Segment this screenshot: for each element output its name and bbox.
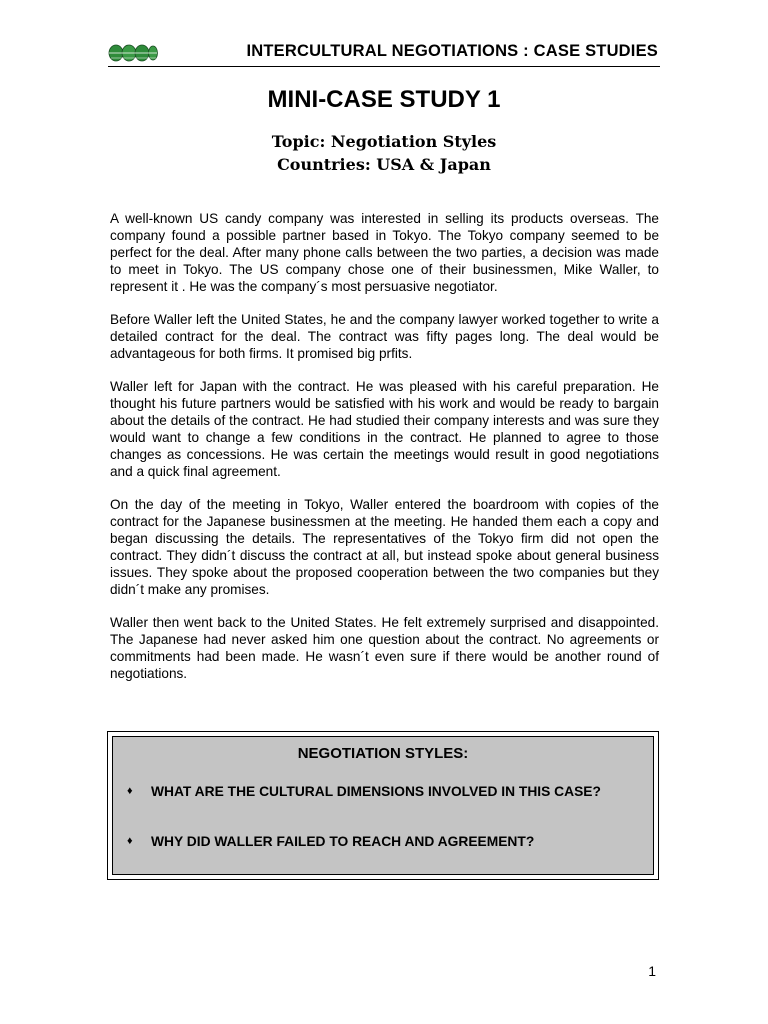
paragraph: Waller left for Japan with the contract. He was pleased with his careful preparation. He thought his future partners would be satisfied with his work and would be ready to bargain about the details of the contract. He had studied their company interests and was sure they would want to change a few conditions in the contract. He planned to agree to those changes as concessions. He was certain the meetings would result in good negotiations and a quick final agreement.: [110, 379, 659, 479]
case-body: [110, 210, 659, 698]
page-number: 1: [648, 963, 656, 979]
header-title: INTERCULTURAL NEGOTIATIONS : CASE STUDIES: [246, 42, 658, 60]
paragraph: A well-known US candy company was interested in selling its products overseas. The company found a possible partner based in Tokyo. The Tokyo company seemed to be perfect for the deal. After many phone calls between the two parties, a decision was made to meet in Tokyo. The US company chose one of their businessmen, Mike Waller, to represent it . He was the company´s most persuasive negotiator.: [110, 211, 659, 294]
questions-box-title: NEGOTIATION STYLES:: [297, 745, 469, 762]
countries-line: Countries: USA & Japan: [277, 155, 491, 174]
topic-line: Topic: Negotiation Styles: [271, 132, 497, 151]
question-text: WHY DID WALLER FAILED TO REACH AND AGREEMENT?: [151, 834, 535, 849]
question-item: [127, 783, 645, 800]
page-header: [108, 40, 660, 67]
paragraph: Before Waller left the United States, he and the company lawyer worked together to write a detailed contract for the deal. The contract was fifty pages long. The deal would be advantageous for both firms. It promised big prfits.: [110, 312, 659, 361]
diamond-bullet-icon: ♦: [127, 835, 133, 847]
paragraph: On the day of the meeting in Tokyo, Waller entered the boardroom with copies of the contract for the Japanese businessmen at the meeting. He handed them each a copy and began discussing the details. The representatives of the Tokyo firm did not open the contract. They didn´t discuss the contract at all, but instead spoke about general business issues. They spoke about the proposed cooperation between the two companies but they didn´t make any promises.: [110, 497, 659, 597]
page-title: MINI-CASE STUDY 1: [267, 86, 501, 113]
paragraph: Waller then went back to the United States. He felt extremely surprised and disappointed. The Japanese had never asked him one question about the contract. No agreements or commitments had been made. He wasn´t even sure if there would be another round of negotiations.: [110, 615, 659, 681]
question-item: [127, 833, 645, 850]
diamond-bullet-icon: ♦: [127, 785, 133, 797]
questions-box: [107, 731, 659, 880]
question-text: WHAT ARE THE CULTURAL DIMENSIONS INVOLVED IN THIS CASE?: [151, 784, 601, 799]
questions-box-inner: [112, 736, 654, 875]
globe-logo-icon: [108, 42, 158, 64]
